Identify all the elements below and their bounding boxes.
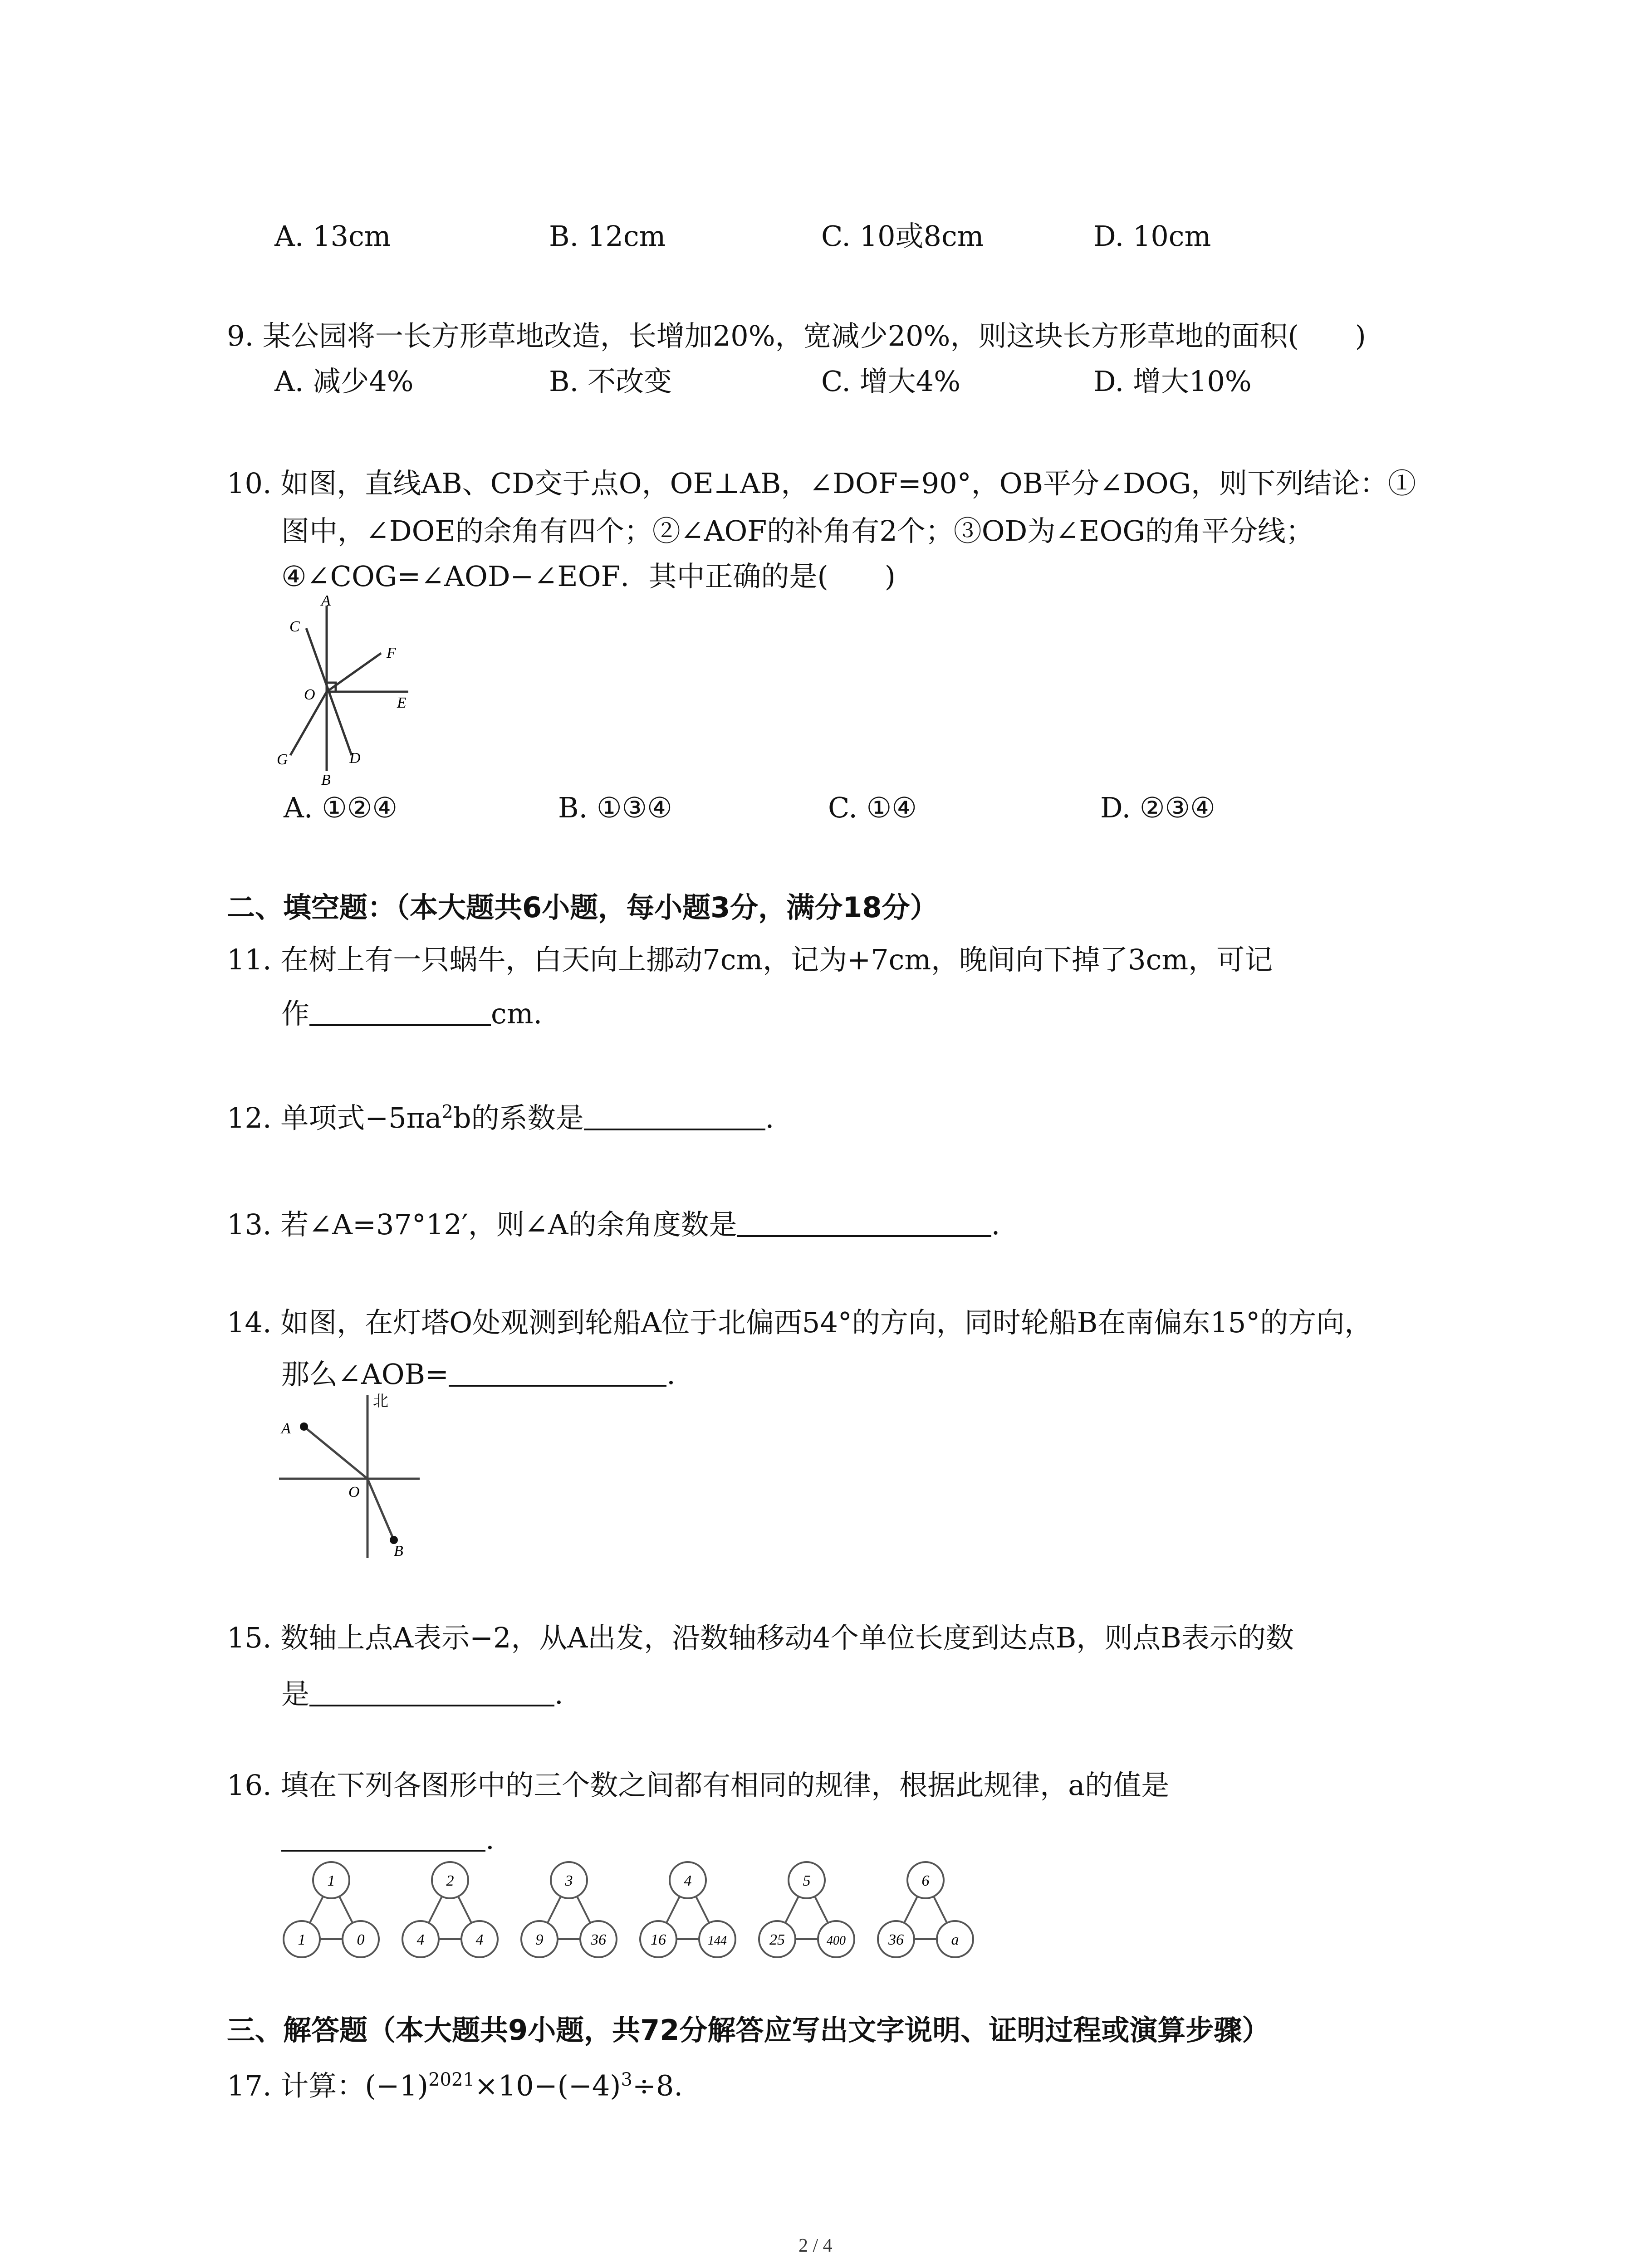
q11-suffix: cm. [491,997,543,1030]
q10-option-c: C. ①④ [828,791,917,824]
number-triangle [402,1862,498,1957]
q11-prefix: 作 [281,997,310,1030]
section-3-heading: 三、解答题（本大题共9小题，共72分解答应写出文字说明、证明过程或演算步骤） [227,2014,1270,2047]
q13-suffix: . [991,1208,1000,1241]
q10-angle-diagram [268,594,449,794]
triangle-value-right: 4 [475,1931,484,1948]
label-b: B [394,1543,403,1559]
q15-answer-blank[interactable] [309,1678,554,1706]
q16-suffix: . [485,1823,495,1856]
q15-suffix: . [554,1677,563,1711]
q8-option-d: D. 10cm [1093,220,1211,253]
triangle-value-right: 144 [708,1934,727,1948]
q8-option-c: C. 10或8cm [821,220,984,253]
triangle-value-left: 1 [298,1931,306,1948]
number-triangle [640,1862,735,1957]
q15-line-2 [281,1677,563,1711]
page-number: 2 / 4 [798,2235,833,2256]
label-f: F [387,645,396,661]
q9-option-b: B. 不改变 [549,365,672,398]
triangle-value-left: 16 [651,1931,666,1948]
q10-line-3: ④∠COG=∠AOD−∠EOF．其中正确的是( ) [281,560,896,593]
q13-prefix: 13. 若∠A=37°12′，则∠A的余角度数是 [227,1208,737,1241]
triangle-value-top: 5 [803,1872,811,1889]
q14-bearing-diagram [272,1388,436,1560]
triangle-value-right: a [951,1931,959,1948]
triangle-value-right: 36 [591,1931,606,1948]
q10-option-b: B. ①③④ [558,791,672,824]
triangle-value-left: 25 [769,1931,785,1948]
q11-answer-blank[interactable] [309,998,491,1026]
q16-number-triangles [272,1860,1016,1969]
q9-stem: 9. 某公园将一长方形草地改造，长增加20%，宽减少20%，则这块长方形草地的面积( ) [227,319,1366,352]
ray-ob [367,1479,394,1540]
triangle-value-top: 2 [446,1872,454,1889]
triangle-value-left: 4 [416,1931,425,1948]
number-triangle [284,1862,379,1957]
q9-option-a: A. 减少4% [274,365,414,398]
q12-suffix: . [765,1101,774,1134]
number-triangle [878,1862,973,1957]
label-a: A [321,594,331,609]
q10-line-2: 图中，∠DOE的余角有四个；②∠AOF的补角有2个；③OD为∠EOG的角平分线； [281,514,1314,547]
q12-exponent: 2 [441,1101,453,1123]
triangle-value-left: 9 [535,1931,544,1948]
q12-answer-blank[interactable] [584,1102,765,1130]
q9-option-c: C. 增大4% [821,365,961,398]
q10-line-1: 10. 如图，直线AB、CD交于点O，OE⊥AB，∠DOF=90°，OB平分∠DOG，则下列结论：① [227,467,1416,500]
q13-answer-blank[interactable] [737,1209,991,1237]
number-triangle [759,1862,854,1957]
q12-prefix: 12. 单项式−5πa [227,1101,442,1134]
q14-line-1: 14. 如图，在灯塔O处观测到轮船A位于北偏西54°的方向，同时轮船B在南偏东15°的方向， [227,1306,1373,1339]
q17-line [227,2071,683,2100]
q8-option-b: B. 12cm [549,220,666,253]
label-b: B [321,772,331,788]
ray-oa [304,1427,367,1479]
section-2-heading: 二、填空题：（本大题共6小题，每小题3分，满分18分） [227,891,938,924]
q12-line [227,1102,774,1132]
q17-exponent-1: 2021 [428,2069,475,2090]
q14-line-2 [281,1358,676,1391]
label-o: O [348,1484,360,1501]
triangle-value-right: 0 [357,1931,365,1948]
q10-option-d: D. ②③④ [1100,791,1215,824]
q14-figure [272,1388,436,1562]
q8-option-a: A. 13cm [274,220,391,253]
q13-line [227,1209,1000,1239]
q17-prefix: 17. 计算：(−1) [227,2069,429,2102]
triangle-value-top: 1 [327,1872,335,1889]
q15-prefix: 是 [281,1677,310,1711]
q17-exponent-2: 3 [621,2069,632,2090]
q9-option-d: D. 增大10% [1093,365,1252,398]
q17-middle: ×10−(−4) [474,2069,621,2102]
label-north: 北 [373,1393,388,1410]
triangle-value-top: 6 [921,1872,930,1889]
q10-figure [268,594,449,796]
label-g: G [277,751,288,768]
q17-suffix: ÷8. [632,2069,683,2102]
triangle-value-top: 3 [565,1872,573,1889]
triangle-value-top: 4 [684,1872,692,1889]
q12-middle: b的系数是 [453,1101,584,1134]
triangle-value-right: 400 [827,1934,846,1948]
label-e: E [397,694,407,711]
q16-line-1: 16. 填在下列各图形中的三个数之间都有相同的规律，根据此规律，a的值是 [227,1769,1170,1802]
q14-prefix: 那么∠AOB= [281,1358,449,1391]
number-triangle [521,1862,617,1957]
label-o: O [304,686,315,703]
q14-suffix: . [666,1358,676,1391]
q16-answer-blank[interactable] [281,1823,485,1852]
q16-line-2 [281,1823,495,1856]
label-d: D [349,750,361,767]
q10-option-a: A. ①②④ [284,791,397,824]
q11-line-1: 11. 在树上有一只蜗牛，白天向上挪动7cm，记为+7cm，晚间向下掉了3cm，可记 [227,943,1273,976]
point-a [300,1422,308,1431]
q16-figure [272,1860,1016,1970]
label-c: C [289,618,300,635]
q15-line-1: 15. 数轴上点A表示−2，从A出发，沿数轴移动4个单位长度到达点B，则点B表示的数 [227,1621,1294,1654]
label-a: A [281,1420,291,1437]
triangle-value-left: 36 [888,1931,904,1948]
q11-line-2 [281,998,542,1028]
q14-answer-blank[interactable] [449,1359,666,1387]
